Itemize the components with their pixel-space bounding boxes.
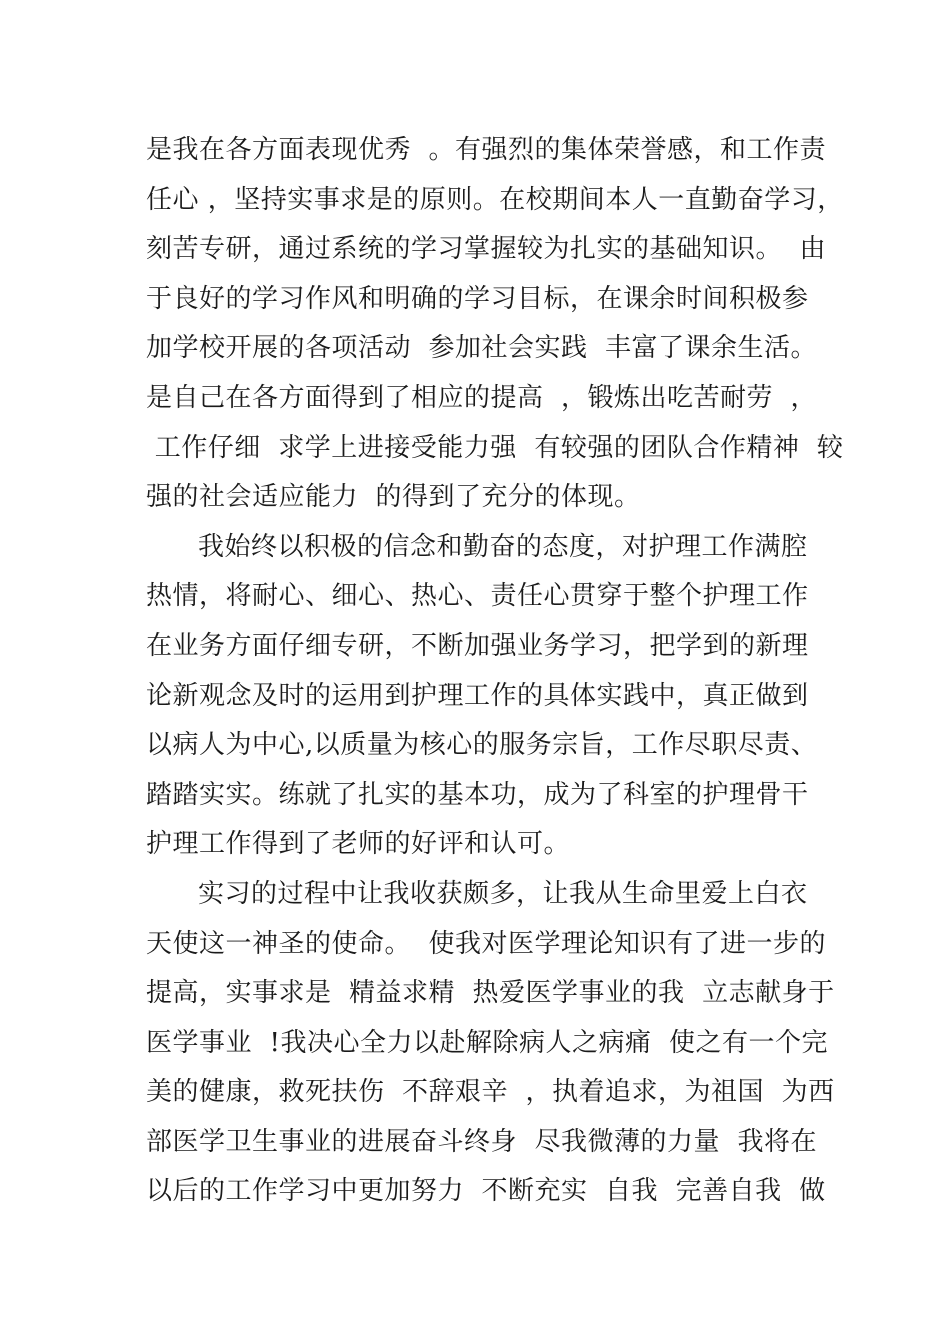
text-line: 以病人为中心,以质量为核心的服务宗旨，工作尽职尽责、	[146, 730, 818, 761]
body-text	[146, 126, 844, 1217]
text-line: 论新观念及时的运用到护理工作的具体实践中，真正做到	[146, 680, 809, 711]
paragraph-first-line: 我始终以积极的信念和勤奋的态度，对护理工作满腔	[198, 531, 808, 562]
text-line: 医学事业 !我决心全力以赴解除病人之病痛 使之有一个完	[146, 1027, 829, 1058]
text-line: 热情，将耐心、细心、热心、责任心贯穿于整个护理工作	[146, 581, 809, 612]
text-line: 提高，实事求是 精益求精 热爱医学事业的我 立志献身于	[146, 978, 835, 1009]
text-line: 任心 ，坚持实事求是的原则。在校期间本人一直勤奋学习，	[146, 184, 844, 215]
text-line: 是自己在各方面得到了相应的提高 ，锻炼出吃苦耐劳 ，	[146, 382, 818, 413]
text-line: 于良好的学习作风和明确的学习目标，在课余时间积极参	[146, 283, 809, 314]
text-line: 踏踏实实。练就了扎实的基本功，成为了科室的护理骨干	[146, 779, 809, 810]
text-line: 加学校开展的各项活动 参加社会实践 丰富了课余生活。	[146, 333, 818, 364]
text-line: 部医学卫生事业的进展奋斗终身 尽我微薄的力量 我将在	[146, 1126, 818, 1157]
text-line: 是我在各方面表现优秀 。有强烈的集体荣誉感，和工作责	[146, 135, 827, 165]
text-line: 工作仔细 求学上进接受能力强 有较强的团队合作精神 较	[146, 432, 844, 463]
text-line: 以后的工作学习中更加努力 不断充实 自我 完善自我 做	[146, 1176, 826, 1207]
text-line: 护理工作得到了老师的好评和认可。	[146, 829, 571, 860]
text-line: 天使这一神圣的使命。 使我对医学理论知识有了进一步的	[146, 928, 827, 959]
paragraph-first-line: 实习的过程中让我收获颇多，让我从生命里爱上白衣	[198, 878, 808, 909]
text-line: 在业务方面仔细专研，不断加强业务学习，把学到的新理	[146, 630, 809, 661]
text-line: 强的社会适应能力 的得到了充分的体现。	[146, 482, 641, 513]
text-line: 美的健康，救死扶伤 不辞艰辛 ，执着追求，为祖国 为西	[146, 1077, 835, 1108]
text-line: 刻苦专研，通过系统的学习掌握较为扎实的基础知识。 由	[146, 234, 827, 265]
